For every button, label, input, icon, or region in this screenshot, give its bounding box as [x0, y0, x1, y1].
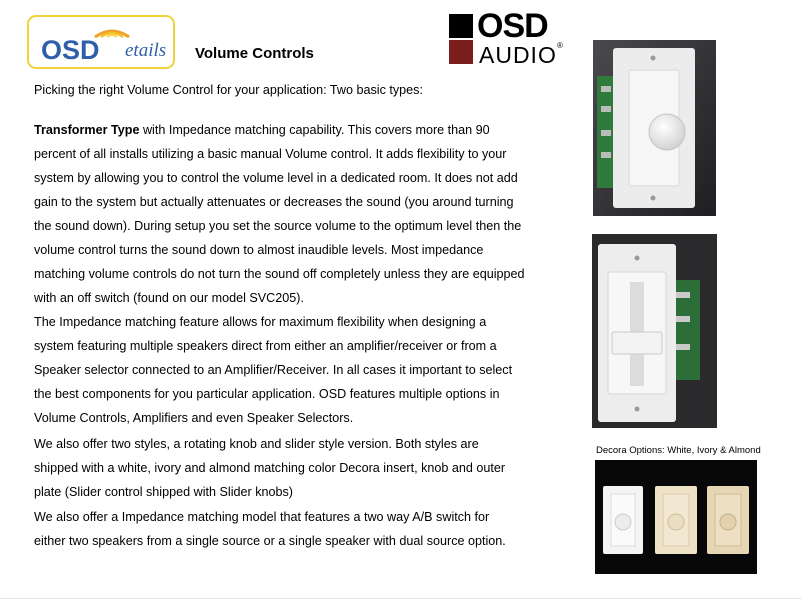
decora-options-photo	[595, 460, 757, 574]
paragraph-line: volume control turns the sound down to almost inaudible levels. Most impedance	[34, 243, 484, 257]
paragraph-line	[34, 118, 574, 142]
knob-control-image	[593, 40, 716, 216]
paragraph-line: The Impedance matching feature allows for maximum flexibility when designing a	[34, 315, 487, 329]
logo-square-red	[449, 40, 473, 64]
logo-sub-text: etails	[125, 40, 167, 61]
paragraph-line: matching volume controls do not turn the sound off completely unless they are equipped	[34, 267, 525, 281]
paragraph-line: plate (Slider control shipped with Slider knobs)	[34, 485, 294, 499]
osd-audio-logo	[449, 7, 567, 68]
paragraph-line: with an off switch (found on our model SVC205).	[34, 291, 304, 305]
page-title: Volume Controls	[195, 45, 314, 62]
paragraph-line: system by allowing you to control the volume level in a dedicated room. It does not add	[34, 171, 518, 185]
intro-line: Picking the right Volume Control for your application: Two basic types:	[34, 83, 423, 97]
knob-volume-control-photo	[593, 40, 716, 216]
logo-main-text: OSD	[41, 35, 100, 65]
bottom-divider	[0, 598, 802, 599]
paragraph-line: Volume Controls, Amplifiers and even Speaker Selectors.	[34, 411, 354, 425]
brand-bottom-text: AUDIO	[479, 42, 557, 68]
decora-options-image	[595, 460, 757, 574]
paragraph-line: Speaker selector connected to an Amplifier/Receiver. In all cases it important to select	[34, 363, 513, 377]
osdetails-logo	[27, 15, 175, 69]
slider-volume-control-photo	[592, 234, 717, 428]
transformer-type-heading: Transformer Type	[34, 123, 140, 137]
paragraph-line: either two speakers from a single source or a single speaker with dual source option.	[34, 534, 506, 548]
paragraph-line: shipped with a white, ivory and almond matching color Decora insert, knob and outer	[34, 461, 506, 475]
paragraph-line: We also offer two styles, a rotating knob and slider style version. Both styles are	[34, 437, 479, 451]
paragraph-text: with Impedance matching capability. This covers more than 90	[139, 123, 490, 137]
slider-control-image	[592, 234, 717, 428]
logo-square-black	[449, 14, 473, 38]
decora-caption: Decora Options: White, Ivory & Almond	[596, 445, 761, 456]
paragraph-line: system featuring multiple speakers direct from either an amplifier/receiver or from a	[34, 339, 497, 353]
paragraph-line: the best components for you particular application. OSD features multiple options in	[34, 387, 500, 401]
registered-mark: ®	[557, 41, 563, 50]
paragraph-line: the sound down). During setup you set the source volume to the optimum level then the	[34, 219, 522, 233]
paragraph-line: We also offer a Impedance matching model that features a two way A/B switch for	[34, 510, 490, 524]
paragraph-line: percent of all installs utilizing a basic manual Volume control. It adds flexibility to your	[34, 147, 507, 161]
paragraph-line: gain to the system but actually attenuates or decreases the sound (you around turning	[34, 195, 514, 209]
brand-top-text: OSD	[477, 7, 548, 45]
